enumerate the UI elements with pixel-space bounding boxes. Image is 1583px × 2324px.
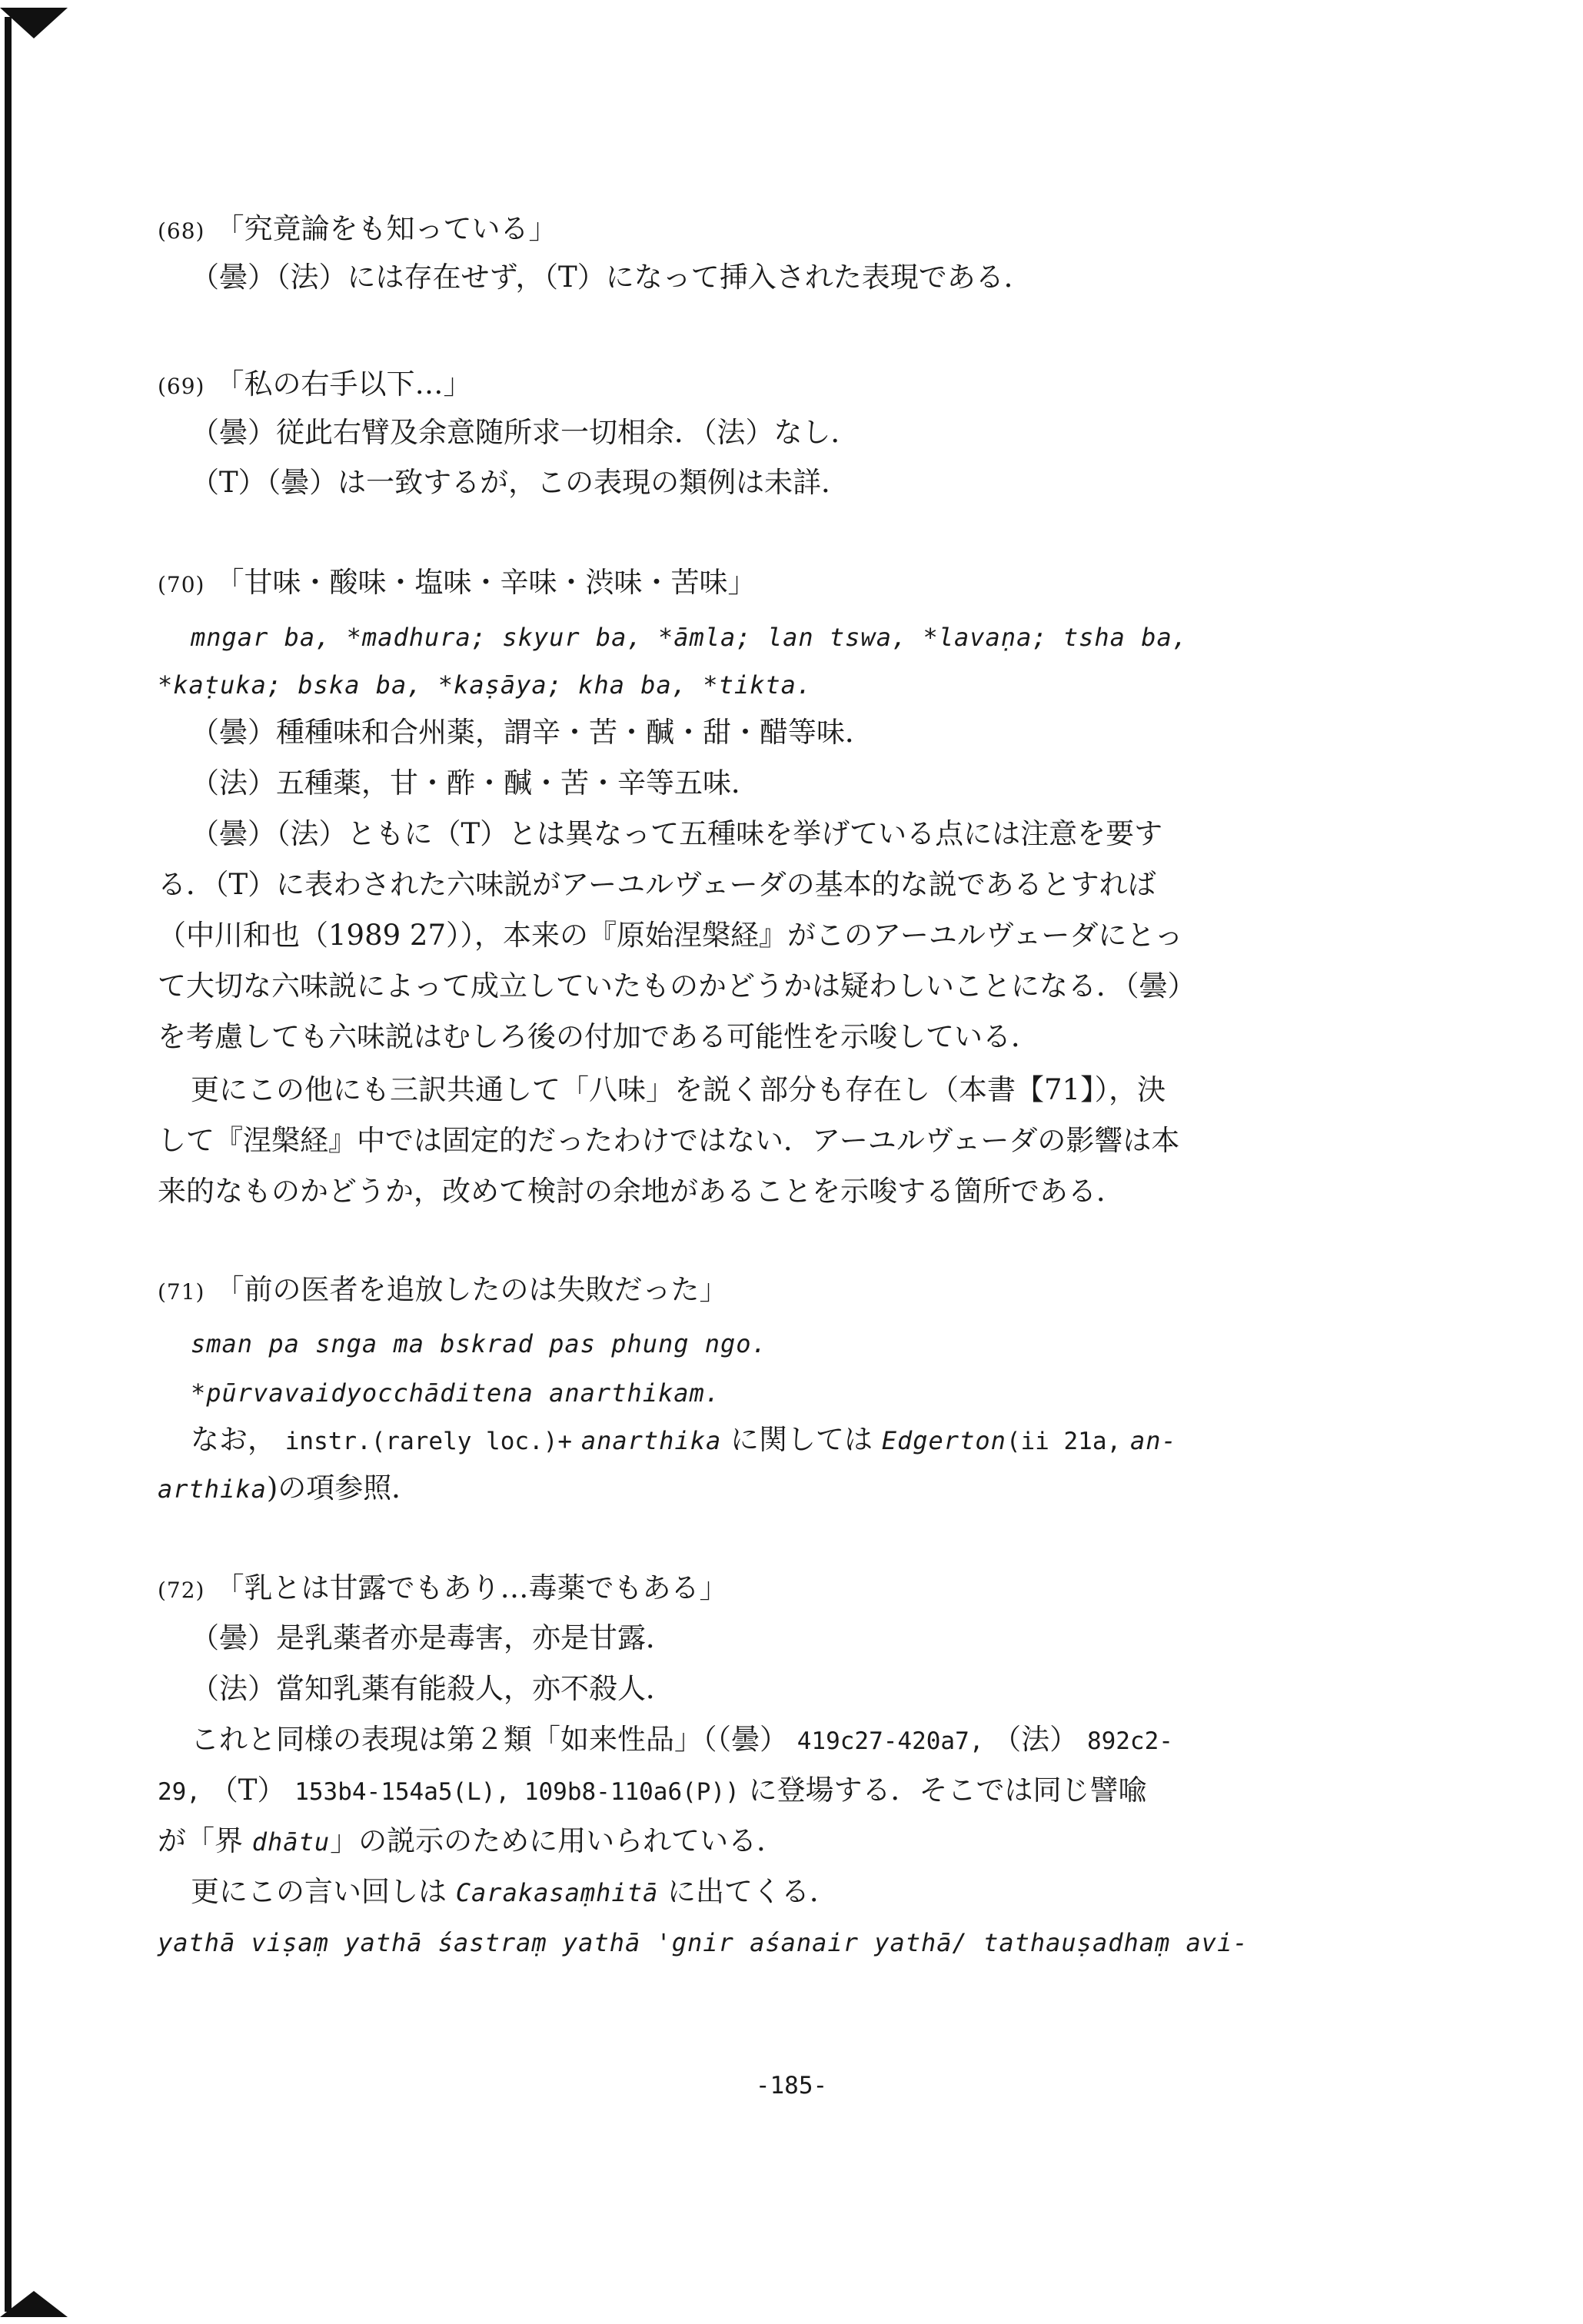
text-run: dhātu	[251, 1827, 331, 1857]
note-72-line	[158, 1773, 1147, 1810]
sanskrit-quote-line: yathā viṣaṃ yathā śastraṃ yathā 'gnir aśanair yathā/ tathauṣadhaṃ avi-	[158, 1928, 1249, 1957]
note-title: 「前の医者を追放したのは失敗だった」	[215, 1273, 728, 1306]
text-run: 153b4-154a5(L), 109b8-110a6(P))	[294, 1778, 740, 1806]
note-70-heading	[158, 565, 756, 603]
paragraph-line: して『涅槃経』中では固定的だったわけではない．アーユルヴェーダの影響は本	[158, 1124, 1180, 1157]
sanskrit-line: *pūrvavaidyocchāditena anarthikam.	[191, 1378, 721, 1408]
note-72-line	[191, 1874, 838, 1910]
paragraph-line: を考慮しても六味説はむしろ後の付加である可能性を示唆している．	[158, 1020, 1039, 1053]
text-run: 」の説示のために用いられている．	[330, 1824, 786, 1857]
paragraph-line: て大切な六味説によって成立していたものかどうかは疑わしいことになる．（曇）	[158, 969, 1196, 1002]
note-number: (68)	[158, 218, 205, 244]
note-69-line: （T）（曇）は一致するが，この表現の類例は未詳．	[191, 466, 850, 499]
text-run: (ii 21a,	[1006, 1428, 1122, 1455]
note-title: 「甘味・酸味・塩味・辛味・渋味・苦味」	[215, 566, 757, 599]
paragraph-line: 来的なものかどうか，改めて検討の余地があることを示唆する箇所である．	[158, 1175, 1125, 1208]
page-number: -185-	[755, 2072, 828, 2100]
paragraph-line: る．（T）に表わされた六味説がアーユルヴェーダの基本的な説であるとすれば	[158, 868, 1156, 901]
text-run: に出てくる．	[667, 1875, 838, 1908]
note-69-line: （曇）従此右臂及余意随所求一切相余．（法）なし．	[191, 416, 860, 449]
text-run: )の項参照．	[266, 1471, 421, 1504]
note-71-line	[158, 1471, 420, 1507]
text-run: に登場する．そこでは同じ譬喩	[748, 1774, 1147, 1807]
note-72-line: （法）當知乳薬有能殺人，亦不殺人．	[191, 1672, 674, 1705]
text-run: （T）	[209, 1774, 286, 1807]
text-run: instr.(rarely loc.)+	[284, 1428, 573, 1455]
text-run: 更にこの言い回しは	[191, 1875, 447, 1908]
note-71-heading	[158, 1272, 727, 1310]
text-run: が「界	[158, 1824, 243, 1857]
note-title: 「究竟論をも知っている」	[215, 212, 557, 245]
tibetan-sanskrit-line: *kaṭuka; bska ba, *kaṣāya; kha ba, *tikta.	[158, 670, 813, 700]
note-title: 「私の右手以下…」	[215, 367, 472, 401]
note-title: 「乳とは甘露でもあり…毒薬でもある」	[215, 1571, 728, 1604]
note-72-line	[158, 1824, 785, 1860]
note-68-line: （曇）（法）には存在せず，（T）になって挿入された表現である．	[191, 261, 1033, 294]
text-run: anarthika	[580, 1426, 722, 1455]
note-number: (69)	[158, 374, 205, 399]
text-run: Edgerton	[881, 1426, 1006, 1455]
text-run: に関しては	[730, 1423, 873, 1456]
note-69-heading	[158, 367, 471, 404]
note-72-heading	[158, 1571, 727, 1608]
note-70-line: （法）五種薬，甘・酢・醎・苦・辛等五味．	[191, 766, 760, 800]
note-72-line: （曇）是乳薬者亦是毒害，亦是甘露．	[191, 1621, 674, 1654]
note-number: (71)	[158, 1279, 205, 1305]
paragraph-line: 更にこの他にも三訳共通して「八味」を説く部分も存在し（本書【71】），決	[191, 1073, 1166, 1106]
text-run: an-	[1129, 1426, 1177, 1455]
text-run: なお，	[191, 1423, 276, 1456]
note-71-line	[191, 1422, 1177, 1459]
note-70-line: （曇）種種味和合州薬，謂辛・苦・醎・甜・醋等味．	[191, 716, 873, 749]
note-number: (72)	[158, 1578, 205, 1603]
text-run: これと同様の表現は第２類「如来性品」（（曇）	[191, 1723, 788, 1756]
tibetan-sanskrit-line: mngar ba, *madhura; skyur ba, *āmla; lan tswa, *lavaṇa; tsha ba,	[191, 623, 1188, 652]
note-68-heading	[158, 211, 557, 249]
text-run: 892c2-	[1086, 1727, 1173, 1755]
text-run: 29,	[158, 1778, 201, 1806]
note-72-line	[191, 1722, 1173, 1759]
tibetan-line: sman pa snga ma bskrad pas phung ngo.	[191, 1329, 767, 1358]
text-run: 419c27-420a7,	[796, 1727, 984, 1755]
note-number: (70)	[158, 572, 205, 597]
paragraph-line: （中川和也（1989 27）），本来の『原始涅槃経』がこのアーユルヴェーダにとっ	[158, 919, 1183, 952]
paragraph-line: （曇）（法）ともに（T）とは異なって五種味を挙げている点には注意を要す	[191, 817, 1163, 850]
text-run: （法）	[993, 1723, 1079, 1756]
text-run: arthika	[158, 1475, 267, 1504]
text-run: Carakasaṃhitā	[455, 1878, 659, 1907]
